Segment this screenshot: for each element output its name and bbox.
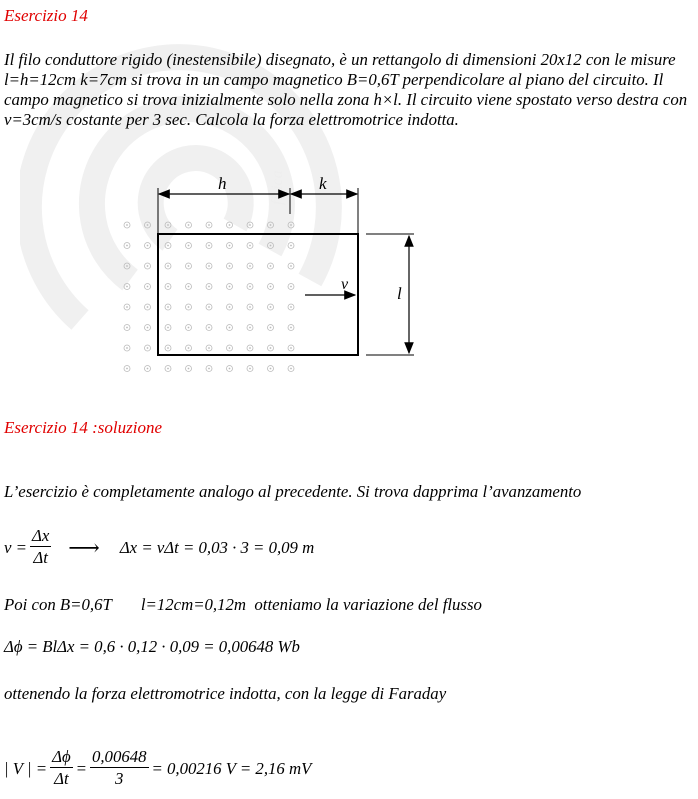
field-dot-center <box>126 368 128 370</box>
field-dot-center <box>208 265 210 267</box>
equation-emf <box>4 747 311 790</box>
solution-line-faraday: ottenendo la forza elettromotrice indotta, con la legge di Faraday <box>4 684 447 703</box>
field-dot-center <box>126 265 128 267</box>
field-dot-center <box>167 306 169 308</box>
field-dot-center <box>167 245 169 247</box>
field-dot-center <box>290 327 292 329</box>
field-dot-center <box>208 327 210 329</box>
field-dot-center <box>208 224 210 226</box>
field-dot-center <box>126 224 128 226</box>
label-k: k <box>319 174 327 193</box>
eq3-lhs: | V | = <box>4 758 48 778</box>
field-dot-center <box>188 347 190 349</box>
magnetic-field-dots <box>124 222 294 372</box>
field-dot-center <box>229 286 231 288</box>
field-dot-center <box>229 327 231 329</box>
exercise-title: Esercizio 14 <box>4 6 88 25</box>
field-dot-center <box>229 368 231 370</box>
field-dot-center <box>147 224 149 226</box>
field-dot-center <box>208 286 210 288</box>
field-dot-center <box>249 327 251 329</box>
field-dot-center <box>270 224 272 226</box>
field-dot-center <box>126 306 128 308</box>
watermark-text: fisica <box>269 170 286 205</box>
field-dot-center <box>208 347 210 349</box>
field-dot-center <box>229 306 231 308</box>
field-dot-center <box>229 224 231 226</box>
eq3-num2: 0,00648 <box>91 747 147 766</box>
field-dot-center <box>147 347 149 349</box>
solution-title: Esercizio 14 :soluzione <box>4 418 163 437</box>
field-dot-center <box>249 286 251 288</box>
eq3-fraction-1 <box>50 747 73 790</box>
field-dot-center <box>126 286 128 288</box>
equation-flux: Δϕ = BlΔx = 0,6 · 0,12 · 0,09 = 0,00648 Wb <box>4 637 300 656</box>
field-dot-center <box>188 327 190 329</box>
field-dot-center <box>126 327 128 329</box>
field-dot-center <box>229 347 231 349</box>
field-dot-center <box>167 224 169 226</box>
field-dot-center <box>290 224 292 226</box>
solution-line-flux: Poi con B=0,6T l=12cm=0,12m otteniamo la variazione del flusso <box>4 595 482 614</box>
field-dot-center <box>270 306 272 308</box>
field-dot-center <box>249 368 251 370</box>
solution-intro: L’esercizio è completamente analogo al precedente. Si trova dapprima l’avanzamento <box>4 482 582 501</box>
field-dot-center <box>290 286 292 288</box>
eq1-fraction <box>30 526 51 569</box>
field-dot-center <box>229 245 231 247</box>
eq1-den: Δt <box>33 548 48 567</box>
field-dot-center <box>270 368 272 370</box>
field-dot-center <box>188 265 190 267</box>
field-dot-center <box>147 327 149 329</box>
field-dot-center <box>188 245 190 247</box>
field-dot-center <box>290 368 292 370</box>
field-dot-center <box>147 265 149 267</box>
field-dot-center <box>270 245 272 247</box>
field-dot-center <box>208 245 210 247</box>
field-dot-center <box>229 265 231 267</box>
field-dot-center <box>290 245 292 247</box>
equation-velocity <box>4 526 314 569</box>
eq1-rhs: Δx = vΔt = 0,03 · 3 = 0,09 m <box>119 537 315 557</box>
eq3-den1: Δt <box>54 769 69 788</box>
field-dot-center <box>167 286 169 288</box>
field-dot-center <box>270 286 272 288</box>
field-dot-center <box>249 265 251 267</box>
field-dot-center <box>249 224 251 226</box>
field-dot-center <box>290 347 292 349</box>
exercise-text: Il filo conduttore rigido (inestensibile) disegnato, è un rettangolo di dimensioni 20x12 con le misure l=h=12cm k=7cm si trova in un campo magnetico B=0,6T perpendicolare al piano del circuito. Il campo magnetico si trova inizialmente solo nella zona h×l. Il circuito viene spostato verso destra con v=3cm/s costante per 3 sec. Calcola la forza elettromotrice indotta. <box>4 50 688 129</box>
field-dot-center <box>270 347 272 349</box>
eq3-equals: = <box>75 758 87 778</box>
label-l: l <box>397 284 402 303</box>
eq3-rhs: = 0,00216 V = 2,16 mV <box>151 758 312 778</box>
eq3-den2: 3 <box>115 769 124 788</box>
field-dot-center <box>147 368 149 370</box>
field-dot-center <box>208 306 210 308</box>
field-dot-center <box>167 265 169 267</box>
field-dot-center <box>290 306 292 308</box>
eq3-fraction-2 <box>90 747 149 790</box>
eq1-num: Δx <box>31 526 50 545</box>
field-dot-center <box>249 245 251 247</box>
eq1-arrow: ⟶ <box>68 534 100 560</box>
field-dot-center <box>188 368 190 370</box>
field-dot-center <box>188 224 190 226</box>
field-dot-center <box>188 286 190 288</box>
field-dot-center <box>249 306 251 308</box>
field-dot-center <box>126 245 128 247</box>
field-dot-center <box>290 265 292 267</box>
field-dot-center <box>167 368 169 370</box>
field-dot-center <box>270 265 272 267</box>
label-v: v <box>341 276 349 293</box>
eq1-lhs: v = <box>4 537 27 557</box>
circuit-figure <box>110 170 430 380</box>
field-dot-center <box>270 327 272 329</box>
field-dot-center <box>167 327 169 329</box>
field-dot-center <box>147 306 149 308</box>
field-dot-center <box>249 347 251 349</box>
field-dot-center <box>126 347 128 349</box>
eq3-num1: Δϕ <box>52 747 71 766</box>
field-dot-center <box>188 306 190 308</box>
field-dot-center <box>208 368 210 370</box>
field-dot-center <box>147 245 149 247</box>
field-dot-center <box>147 286 149 288</box>
label-h: h <box>218 174 227 193</box>
field-dot-center <box>167 347 169 349</box>
